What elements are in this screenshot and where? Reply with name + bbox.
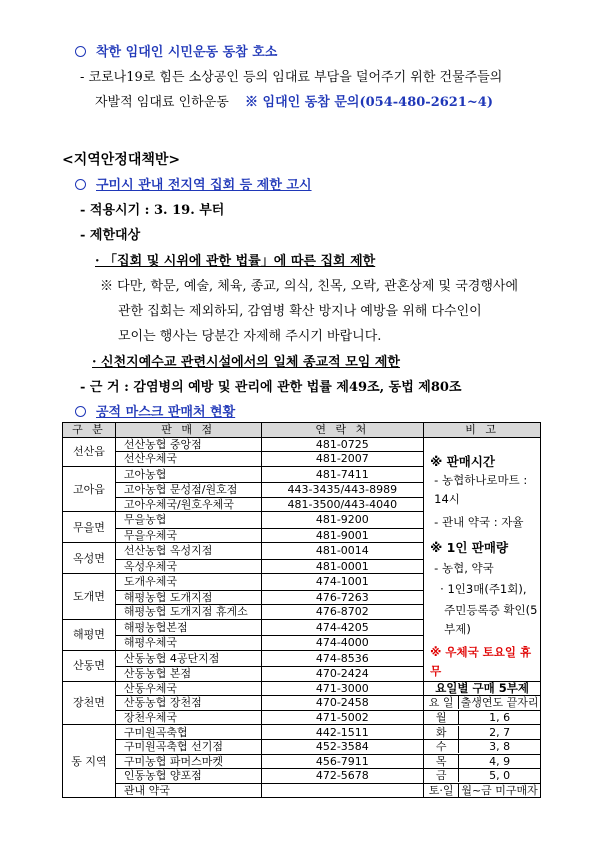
section3-title: 공적 마스크 판매처 현황 — [96, 405, 236, 420]
table-body — [63, 437, 541, 798]
fivebuje-header — [424, 696, 541, 711]
store-phone-cell: 481-9200 — [261, 512, 424, 528]
store-phone-cell: 474-4205 — [261, 619, 424, 635]
legal-basis: - 근 거 : 감염병의 예방 및 관리에 관한 법률 제49조, 동법 제80조 — [80, 380, 462, 395]
shincheonji-restriction: · 신천지예수교 관련시설에서의 일체 종교적 모임 제한 — [92, 355, 400, 370]
store-name-cell: 해평우체국 — [115, 636, 261, 651]
table-row — [63, 696, 541, 711]
area-cell: 고아읍 — [63, 466, 116, 512]
limit-line1: - 농협, 약국 — [434, 560, 494, 575]
store-phone-cell: 474-8536 — [261, 650, 424, 666]
store-phone-cell: 472-5678 — [261, 769, 424, 784]
table-row — [63, 681, 541, 696]
store-name-cell: 고아농협 문성점/원호점 — [115, 483, 261, 498]
store-phone-cell: 476-7263 — [261, 590, 424, 605]
section1-contact: ※ 임대인 동참 문의(054-480-2621~4) — [245, 95, 493, 110]
fivebuje-title: 요일별 구매 5부제 — [424, 681, 541, 696]
section2-title: 구미시 관내 전지역 집회 등 제한 고시 — [96, 178, 312, 193]
store-phone-cell: 456-7911 — [261, 754, 424, 769]
section1-title-row — [75, 45, 277, 61]
fivebuje-day: 수 — [424, 740, 459, 753]
store-name-cell: 옥성우체국 — [115, 559, 261, 574]
fivebuje-row — [424, 725, 541, 740]
fivebuje-digits: 5, 0 — [489, 769, 511, 783]
store-name-cell: 산동우체국 — [115, 681, 261, 696]
table-row — [63, 754, 541, 769]
store-phone-cell: 481-9001 — [261, 528, 424, 543]
store-name-cell: 무을우체국 — [115, 528, 261, 543]
section2-title-row — [75, 178, 312, 194]
mask-sales-table — [62, 422, 541, 798]
area-cell: 선산읍 — [63, 437, 116, 466]
section1-title: 착한 임대인 시민운동 동참 호소 — [96, 45, 278, 60]
limit-line2: · 1인3매(주1회), — [440, 581, 527, 596]
section2-heading: <지역안정대책반> — [62, 152, 181, 168]
store-phone-cell: 471-5002 — [261, 710, 424, 725]
store-name-cell: 도개우체국 — [115, 574, 261, 590]
store-phone-cell: 481-2007 — [261, 452, 424, 467]
store-phone-cell: 452-3584 — [261, 739, 424, 754]
area-cell: 도개면 — [63, 574, 116, 620]
circle-bullet-icon — [75, 46, 86, 57]
fivebuje-row — [424, 769, 541, 784]
store-name-cell: 구미농협 파머스마켓 — [115, 754, 261, 769]
target-label: - 제한대상 — [80, 228, 141, 243]
store-name-cell: 산동농협 본점 — [115, 667, 261, 682]
area-cell: 장천면 — [63, 681, 116, 725]
store-phone-cell: 481-3500/443-4040 — [261, 497, 424, 512]
store-phone-cell: 442-1511 — [261, 725, 424, 740]
table-row — [63, 739, 541, 754]
store-name-cell: 산동농협 4공단지점 — [115, 650, 261, 666]
fivebuje-day: 월 — [424, 711, 459, 724]
store-name-cell: 고아우체국/원호우체국 — [115, 497, 261, 512]
table-header-row — [63, 423, 541, 438]
store-phone-cell: 481-0001 — [261, 559, 424, 574]
store-name-cell: 해평농협본점 — [115, 619, 261, 635]
store-name-cell: 선산농협 중앙점 — [115, 437, 261, 452]
fivebuje-day: 토·일 — [424, 784, 459, 797]
store-phone-cell: 470-2458 — [261, 696, 424, 711]
table-row — [63, 437, 541, 452]
header-area: 구 분 — [63, 423, 116, 438]
fivebuje-header-digit: 출생연도 끝자리 — [460, 696, 539, 710]
store-phone-cell: 470-2424 — [261, 667, 424, 682]
store-name-cell: 구미원곡축협 — [115, 725, 261, 740]
store-phone-cell: 474-4000 — [261, 636, 424, 651]
area-cell: 무을면 — [63, 512, 116, 543]
table-row — [63, 769, 541, 784]
store-name-cell: 인동농협 양포점 — [115, 769, 261, 784]
area-cell: 옥성면 — [63, 543, 116, 574]
remarks-cell — [424, 437, 541, 681]
circle-bullet-icon — [75, 179, 86, 190]
fivebuje-row — [424, 754, 541, 769]
note-line2: 관한 집회는 제외하되, 감염병 확산 방지나 예방을 위해 다수인이 — [118, 304, 482, 319]
store-name-cell: 장천우체국 — [115, 710, 261, 725]
post-office-note: ※ 우체국 토요일 휴무 — [430, 644, 532, 678]
store-name-cell: 고아농협 — [115, 466, 261, 482]
table-row — [63, 725, 541, 740]
store-phone-cell: 481-7411 — [261, 466, 424, 482]
store-phone-cell: 481-0725 — [261, 437, 424, 452]
section3-title-row — [75, 405, 235, 421]
area-cell: 동 지역 — [63, 725, 116, 798]
store-name-cell: 해평농협 도개지점 휴게소 — [115, 605, 261, 620]
sale-time-pharmacy: - 관내 약국 : 자율 — [434, 514, 524, 529]
limit-line3: 주민등록증 확인(5부제) — [444, 602, 538, 636]
store-name-cell: 관내 약국 — [115, 783, 261, 798]
circle-bullet-icon — [75, 406, 86, 417]
store-name-cell: 구미원곡축협 선기점 — [115, 739, 261, 754]
sale-time-title: ※ 판매시간 — [430, 453, 495, 469]
area-cell: 해평면 — [63, 619, 116, 650]
fivebuje-row — [424, 783, 541, 798]
fivebuje-digits: 4, 9 — [489, 754, 511, 768]
store-phone-cell — [261, 783, 424, 798]
note-line1: ※ 다만, 학문, 예술, 체육, 종교, 의식, 친목, 오락, 관혼상제 및 국경행사에 — [100, 279, 519, 294]
header-contact: 연 락 처 — [261, 423, 424, 438]
fivebuje-day: 금 — [424, 769, 459, 782]
fivebuje-header-day: 요 일 — [424, 696, 459, 709]
fivebuje-digits: 1, 6 — [489, 711, 511, 725]
fivebuje-digits: 2, 7 — [489, 725, 511, 739]
area-cell: 산동면 — [63, 650, 116, 681]
store-name-cell: 해평농협 도개지점 — [115, 590, 261, 605]
sale-time-nh: - 농협하나로마트 : 14시 — [434, 472, 528, 506]
fivebuje-digits: 월~금 미구매자 — [461, 784, 538, 798]
apply-date: - 적용시기 : 3. 19. 부터 — [80, 203, 225, 218]
fivebuje-digits: 3, 8 — [489, 740, 511, 754]
header-remarks: 비 고 — [424, 423, 541, 438]
table-row — [63, 710, 541, 725]
section1-line2 — [95, 95, 493, 111]
fivebuje-row — [424, 710, 541, 725]
limit-title: ※ 1인 판매량 — [430, 539, 509, 555]
law-restriction: · 「집회 및 시위에 관한 법률」에 따른 집회 제한 — [95, 254, 376, 269]
header-store: 판 매 점 — [115, 423, 261, 438]
store-name-cell: 선산우체국 — [115, 452, 261, 467]
store-name-cell: 무을농협 — [115, 512, 261, 528]
store-phone-cell: 443-3435/443-8989 — [261, 483, 424, 498]
store-phone-cell: 471-3000 — [261, 681, 424, 696]
store-phone-cell: 476-8702 — [261, 605, 424, 620]
fivebuje-row — [424, 739, 541, 754]
store-phone-cell: 481-0014 — [261, 543, 424, 559]
fivebuje-day: 화 — [424, 726, 459, 739]
section1-line1: - 코로나19로 힘든 소상공인 등의 임대료 부담을 덜어주기 위한 건물주들의 — [80, 70, 503, 85]
store-name-cell: 산동농협 장천점 — [115, 696, 261, 711]
fivebuje-day: 목 — [424, 755, 459, 768]
note-line3: 모이는 행사는 당분간 자제해 주시기 바랍니다. — [118, 329, 382, 344]
store-name-cell: 선산농협 옥성지점 — [115, 543, 261, 559]
store-phone-cell: 474-1001 — [261, 574, 424, 590]
table-row — [63, 783, 541, 798]
section1-line2a: 자발적 임대료 인하운동 — [95, 95, 229, 110]
